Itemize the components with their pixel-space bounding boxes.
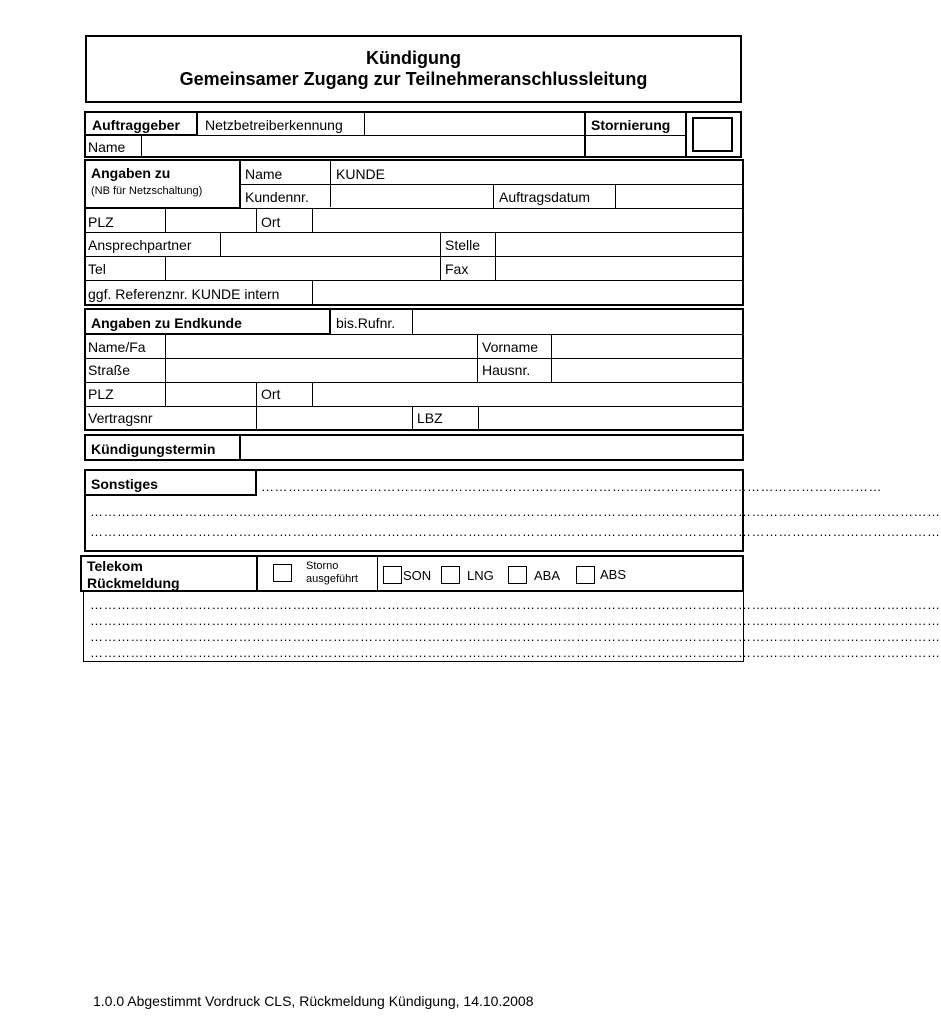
strasse-label: Straße: [88, 362, 131, 378]
storno-label-line1: Storno: [306, 560, 339, 572]
sonstiges-line-2[interactable]: ………………………………………………………………………………………………………………………………………………………………………: [90, 504, 941, 519]
rueckmeldung-line-3[interactable]: ………………………………………………………………………………………………………………………………………………………………………: [90, 629, 941, 644]
angaben-ort-field[interactable]: [313, 209, 742, 231]
angaben-plz-label: PLZ: [88, 214, 114, 230]
abs-checkbox[interactable]: [576, 566, 595, 584]
stelle-label: Stelle: [445, 237, 481, 253]
stornierung-checkbox[interactable]: [692, 117, 733, 152]
kundennr-label: Kundennr.: [245, 189, 309, 205]
endkunde-plz-label: PLZ: [88, 386, 114, 402]
rueckmeldung-line-2[interactable]: ………………………………………………………………………………………………………………………………………………………………………: [90, 613, 941, 628]
form-subtitle: Gemeinsamer Zugang zur Teilnehmeranschlussleitung: [179, 69, 648, 89]
lbz-field[interactable]: [479, 407, 742, 429]
fax-label: Fax: [445, 261, 469, 277]
endkunde-plz-field[interactable]: [166, 383, 255, 405]
lbz-label: LBZ: [417, 410, 443, 426]
referenz-label: ggf. Referenznr. KUNDE intern: [88, 286, 280, 302]
auftragsdatum-field[interactable]: [616, 185, 742, 207]
storno-ausgefuehrt-checkbox[interactable]: [273, 564, 292, 582]
rueckmeldung-line-4[interactable]: ………………………………………………………………………………………………………………………………………………………………………: [90, 645, 941, 660]
hausnr-label: Hausnr.: [482, 362, 531, 378]
sonstiges-heading: Sonstiges: [91, 476, 158, 492]
angaben-name-label: Name: [245, 166, 283, 182]
ansprechpartner-field[interactable]: [221, 233, 439, 255]
sonstiges-line-3[interactable]: ………………………………………………………………………………………………………………………………………………………………………: [90, 524, 941, 539]
aba-checkbox[interactable]: [508, 566, 527, 584]
angaben-name-value[interactable]: KUNDE: [336, 166, 386, 182]
endkunde-heading: Angaben zu Endkunde: [91, 315, 242, 331]
hausnr-field[interactable]: [552, 359, 742, 381]
strasse-field[interactable]: [166, 359, 476, 381]
vertragsnr-field[interactable]: [257, 407, 411, 429]
vertragsnr-label: Vertragsnr: [88, 410, 153, 426]
vorname-label: Vorname: [482, 339, 539, 355]
stornierung-label: Stornierung: [591, 117, 671, 133]
footer-text: 1.0.0 Abgestimmt Vordruck CLS, Rückmeldung Kündigung, 14.10.2008: [93, 993, 534, 1009]
netzbetreiber-field[interactable]: [365, 112, 583, 134]
son-label: SON: [403, 568, 432, 583]
fax-field[interactable]: [496, 257, 742, 279]
lng-checkbox[interactable]: [441, 566, 460, 584]
abs-label: ABS: [600, 567, 627, 582]
sonstiges-line-1[interactable]: …………………………………………………………………………………………………………………………: [261, 479, 882, 494]
rueckmeldung-line-1[interactable]: ………………………………………………………………………………………………………………………………………………………………………: [90, 597, 941, 612]
auftragsdatum-label: Auftragsdatum: [499, 189, 591, 205]
endkunde-ort-field[interactable]: [313, 383, 742, 405]
auftraggeber-name-field[interactable]: [142, 136, 684, 157]
bisrufnr-label: bis.Rufnr.: [336, 315, 396, 331]
endkunde-ort-label: Ort: [261, 386, 281, 402]
lng-label: LNG: [467, 568, 494, 583]
son-checkbox[interactable]: [383, 566, 402, 584]
referenz-field[interactable]: [313, 281, 742, 304]
kuendigungstermin-heading: Kündigungstermin: [91, 441, 216, 457]
netzbetreiber-label: Netzbetreiberkennung: [205, 117, 343, 133]
kundennr-field[interactable]: [331, 185, 492, 207]
angaben-zu-heading: Angaben zu: [91, 165, 171, 181]
tel-label: Tel: [88, 261, 106, 277]
form-title: Kündigung: [366, 48, 461, 68]
stelle-field[interactable]: [496, 233, 742, 255]
angaben-plz-field[interactable]: [166, 209, 255, 231]
angaben-ort-label: Ort: [261, 214, 281, 230]
kuendigungstermin-field[interactable]: [242, 436, 742, 459]
vorname-field[interactable]: [552, 335, 742, 357]
storno-label-line2: ausgeführt: [306, 573, 358, 585]
tel-field[interactable]: [166, 257, 439, 279]
namefa-field[interactable]: [166, 335, 476, 357]
angaben-zu-note: (NB für Netzschaltung): [91, 185, 203, 197]
telekom-heading-line1: Telekom: [87, 558, 143, 574]
namefa-label: Name/Fa: [88, 339, 146, 355]
telekom-heading-line2: Rückmeldung: [87, 575, 180, 591]
aba-label: ABA: [534, 568, 561, 583]
bisrufnr-field[interactable]: [413, 310, 742, 333]
auftraggeber-heading: Auftraggeber: [92, 117, 180, 133]
ansprechpartner-label: Ansprechpartner: [88, 237, 192, 253]
auftraggeber-name-label: Name: [88, 139, 126, 155]
